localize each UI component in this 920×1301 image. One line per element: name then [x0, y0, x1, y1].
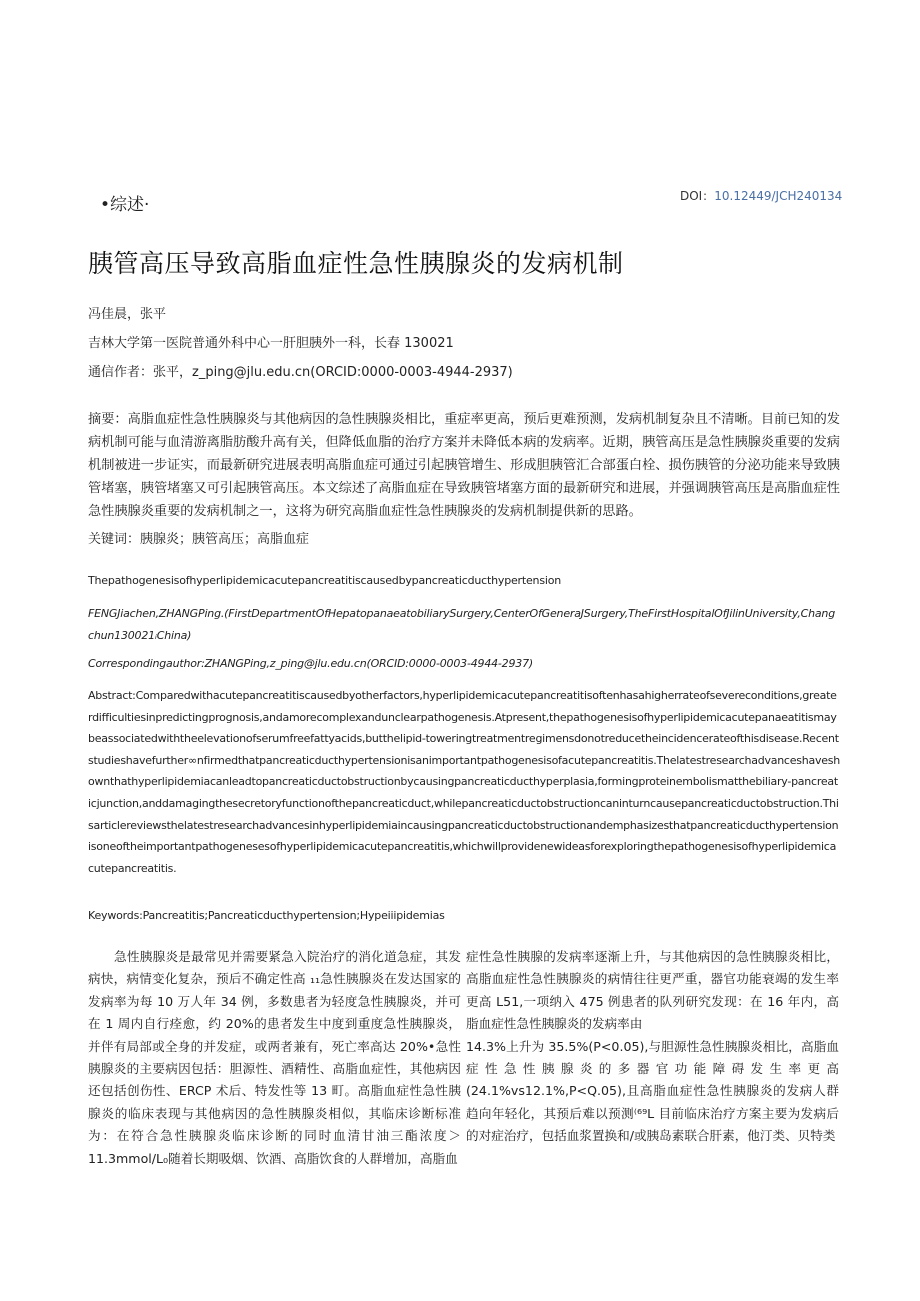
english-title: Thepathogenesisofhyperlipidemicacutepancreatitiscausedbypancreaticducthypertension	[88, 574, 562, 587]
english-corresponding-author: Correspondingauthor:ZHANGPing,z_ping@jlu.edu.cn(ORCID:0000-0003-4944-2937)	[88, 657, 533, 670]
doi	[680, 187, 842, 204]
authors: 冯佳晨，张平	[88, 307, 167, 322]
affiliation: 吉林大学第一医院普通外科中心一肝胆胰外一科，长春 130021	[88, 336, 454, 351]
doi-label: DOI：	[680, 189, 715, 203]
body-paragraph: 14.3%上升为 35.5%(P<0.05),与胆源性急性胰腺炎相比，高脂血症性急性胰腺炎的多器官功能障碍发生率更高(24.1%vs12.1%,P<Q.05),且高脂血症性急性胰腺炎的发病人群趋向年轻化，其预后难以预测⁽⁶⁹L 目前临床治疗方案主要为发病后的对症治疗，包括血浆置换和/或胰岛素联合肝素，他汀类、贝特类	[466, 1038, 839, 1144]
keywords-cn: 关键词：胰腺炎；胰管高压；高脂血症	[88, 532, 310, 547]
english-authors: FENGJiachen,ZHANGPing.(FirstDepartmentOfHepatopanaeatobiliarySurgery,CenterOfGeneraJSurgery,TheFirstHospitalOfJilinUniversity,Changchun130021ᵢChina)	[88, 607, 835, 642]
section-tag: •综述·	[100, 195, 150, 215]
doi-value[interactable]: 10.12449/JCH240134	[714, 189, 843, 203]
body-paragraph: 急性胰腺炎是最常见并需要紧急入院治疗的消化道急症，其发病快，病情变化复杂，预后不确定性高 ₁₁急性胰腺炎在发达国家的发病率为每 10 万人年 34 例，多数患者为轻度急性胰腺炎，并可在 1 周内自行痊愈，约 20%的患者发生中度到重度急性胰腺炎，并伴有局部或全身的并发症，或两者兼有，死亡率高达 20%•急性胰腺炎的主要病因包括：胆源性、酒精性、高脂血症性，其他病因还包括创伤性、ERCP 术后、特发性等 13 町。高脂血症性急性胰腺炎的临床表现与其他病因的急性胰腺炎相似，其临床诊断标准为：在符合急性胰腺炎临床诊断的同时血清甘油三酯浓度＞11.3mmol/L₀随着长期吸烟、饮酒、高脂饮食的人群增加，高脂血	[88, 949, 461, 1166]
abstract-cn: 摘要：高脂血症性急性胰腺炎与其他病因的急性胰腺炎相比，重症率更高，预后更难预测，发病机制复杂且不清晰。目前已知的发病机制可能与血清游离脂肪酸升高有关，但降低血脂的治疗方案并未降低本病的发病率。近期，胰管高压是急性胰腺炎重要的发病机制被进一步证实，而最新研究进展表明高脂血症可通过引起胰管增生、形成胆胰管汇合部蛋白栓、损伤胰管的分泌功能来导致胰管堵塞，胰管堵塞又可引起胰管高压。本文综述了高脂血症在导致胰管堵塞方面的最新研究和进展，并强调胰管高压是高脂血症性急性胰腺炎重要的发病机制之一，这将为研究高脂血症性急性胰腺炎的发病机制提供新的思路。	[88, 412, 840, 519]
english-keywords: Keywords:Pancreatitis;Pancreaticducthypertension;Hypeiiipidemias	[88, 909, 445, 922]
body-paragraph: 症性急性胰腺的发病率逐渐上升，与其他病因的急性胰腺炎相比，高脂血症性急性胰腺炎的病情往往更严重，器官功能衰竭的发生率更高 L51,一项纳入 475 例患者的队列研究发现：在 16 年内，高脂血症性急性胰腺炎的发病率由	[466, 949, 839, 1032]
body-column-right	[466, 946, 839, 1148]
body-column-left	[88, 946, 461, 1170]
english-abstract: Abstract:Comparedwithacutepancreatitiscausedbyotherfactors,hyperlipidemicacutepancreatitisoftenhasahigherrateofsevereconditions,greaterdifficultiesinpredictingprognosis,andamorecomplexandunclearpathogenesis.Atpresent,thepathogenesisofhyperlipidemicacutepanaeatitismaybeassociatedwiththeelevationofserumfreefattyacids,butthelipid-toweringtreatmentregimensdonotreducetheincidencerateofthisdisease.Recentstudieshavefurther∞nfirmedthatpancreaticducthypertensionisanimportantpathogenesisofacutepancreatitis.Thelatestresearchadvanceshaveshownthathyperlipidemiacanleadtopancreaticductobstructionbycausingpancreaticducthyperplasia,formingproteinembolismatthebiliary-pancreaticjunction,anddamagingthesecretoryfunctionofthepancreaticduct,whilepancreaticductobstructioncaninturncausepancreaticductobstruction.Thisarticlereviewsthelatestresearchadvancesinhyperlipidemiaincausingpancreaticductobstructionandemphasizesthatpancreaticducthypertensionisoneoftheimportantpathogenesesofhyperlipidemicacutepancreatitis,whichwillprovidenewideasforexploringthepathogenesisofhyperlipidemicacutepancreatitis.	[88, 689, 840, 875]
corresponding-author: 通信作者：张平，z_ping@jlu.edu.cn(ORCID:0000-0003-4944-2937)	[88, 365, 513, 380]
article-title: 胰管高压导致高脂血症性急性胰腺炎的发病机制	[88, 249, 624, 278]
